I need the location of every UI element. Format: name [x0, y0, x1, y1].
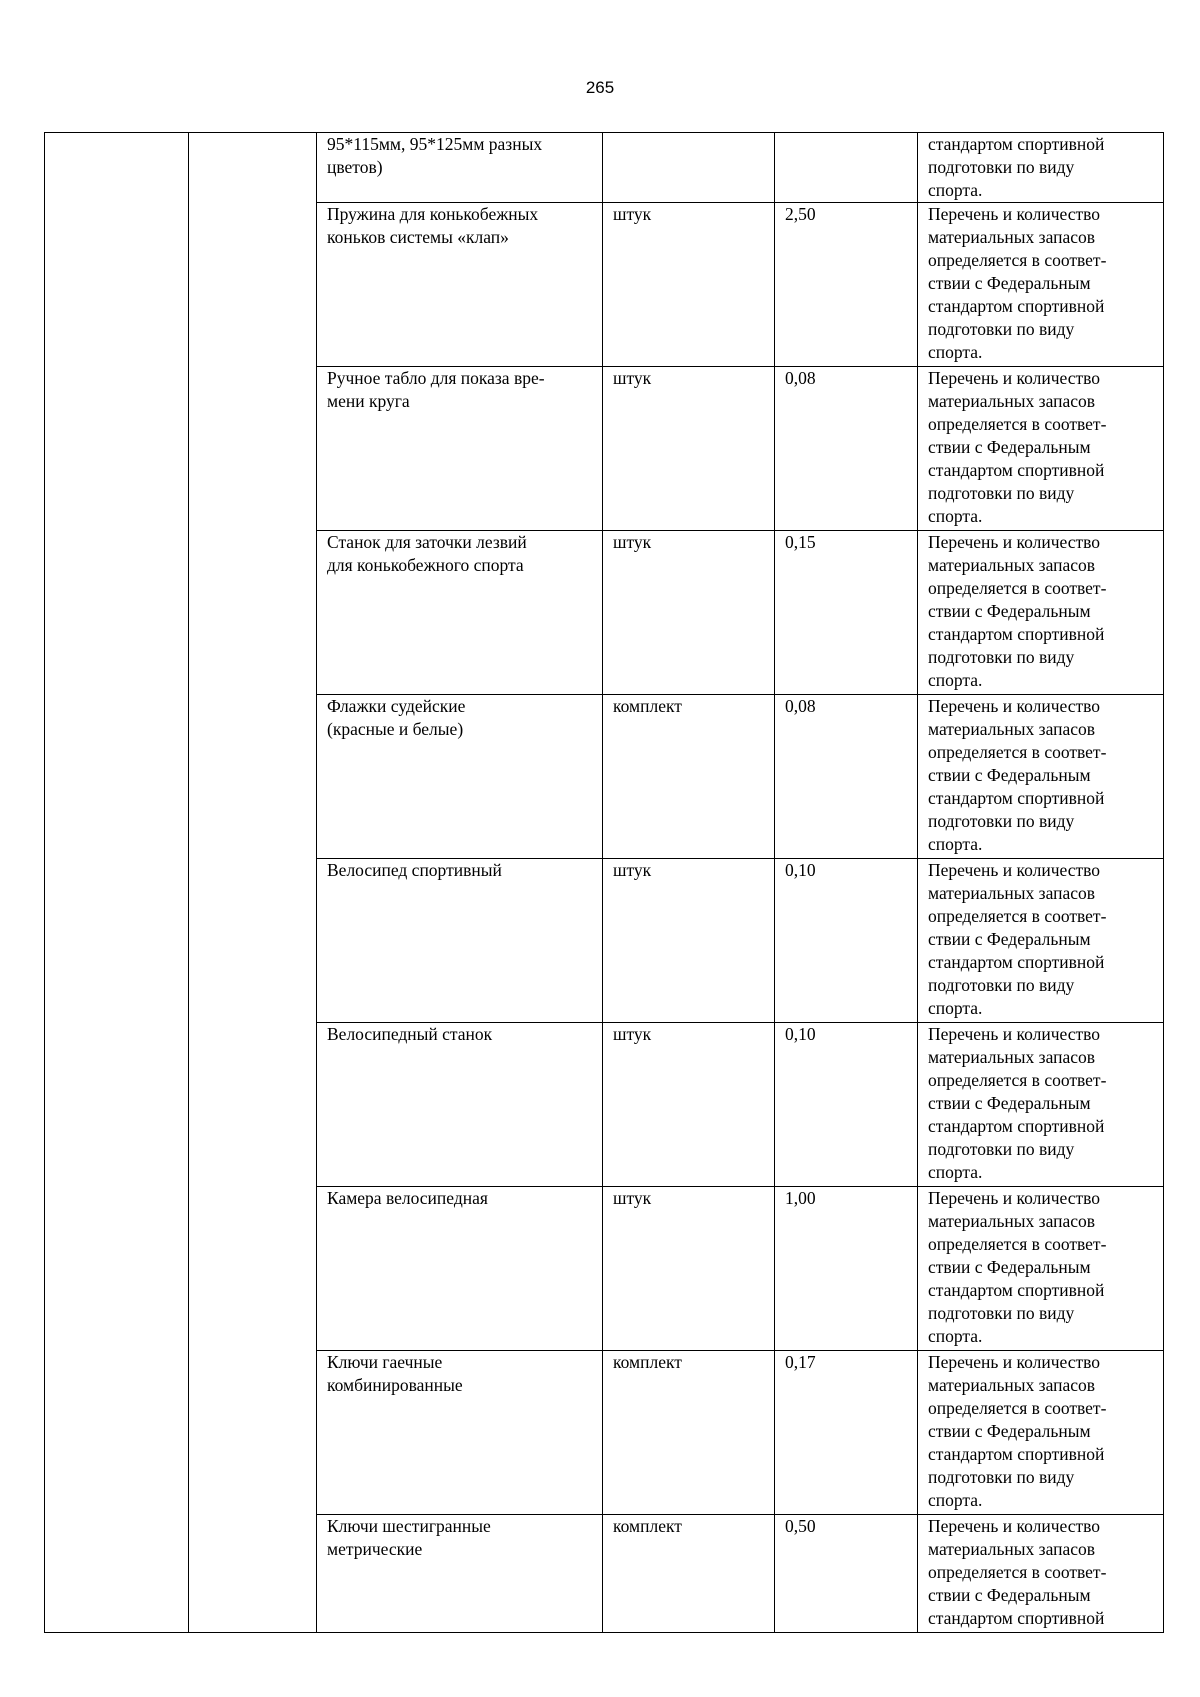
item-unit: комплект: [603, 695, 775, 859]
item-name: 95*115мм, 95*125мм разных цветов): [317, 133, 603, 203]
item-unit: штук: [603, 859, 775, 1023]
item-qty: 0,10: [775, 1023, 918, 1187]
item-note: Перечень и количество материальных запасов определяется в соответ- ствии с Федеральным стандартом спортивной подготовки по виду спорта.: [918, 695, 1164, 859]
item-qty: 0,17: [775, 1351, 918, 1515]
item-note: Перечень и количество материальных запасов определяется в соответ- ствии с Федеральным стандартом спортивной подготовки по виду спорта.: [918, 1187, 1164, 1351]
item-unit: штук: [603, 367, 775, 531]
item-note: стандартом спортивной подготовки по виду спорта.: [918, 133, 1164, 203]
merged-cell-1: [45, 133, 189, 1633]
merged-cell-2: [189, 133, 317, 1633]
item-qty: 0,10: [775, 859, 918, 1023]
item-qty: 1,00: [775, 1187, 918, 1351]
item-name: Ручное табло для показа вре- мени круга: [317, 367, 603, 531]
item-note: Перечень и количество материальных запасов определяется в соответ- ствии с Федеральным стандартом спортивной подготовки по виду спорта.: [918, 1023, 1164, 1187]
item-qty: 0,08: [775, 695, 918, 859]
item-name: Ключи гаечные комбинированные: [317, 1351, 603, 1515]
item-name: Камера велосипедная: [317, 1187, 603, 1351]
item-note: Перечень и количество материальных запасов определяется в соответ- ствии с Федеральным стандартом спортивной подготовки по виду спорта.: [918, 1351, 1164, 1515]
item-unit: штук: [603, 531, 775, 695]
item-note: Перечень и количество материальных запасов определяется в соответ- ствии с Федеральным стандартом спортивной: [918, 1515, 1164, 1633]
equipment-table: [44, 132, 1164, 1633]
page-number: 265: [585, 78, 615, 97]
item-unit: [603, 133, 775, 203]
item-name: Станок для заточки лезвий для конькобежного спорта: [317, 531, 603, 695]
item-unit: штук: [603, 1023, 775, 1187]
item-unit: комплект: [603, 1515, 775, 1633]
item-unit: комплект: [603, 1351, 775, 1515]
item-name: Велосипедный станок: [317, 1023, 603, 1187]
item-qty: 2,50: [775, 203, 918, 367]
item-name: Флажки судейские (красные и белые): [317, 695, 603, 859]
item-note: Перечень и количество материальных запасов определяется в соответ- ствии с Федеральным стандартом спортивной подготовки по виду спорта.: [918, 367, 1164, 531]
table-row: [45, 133, 1164, 203]
item-qty: [775, 133, 918, 203]
item-qty: 0,08: [775, 367, 918, 531]
item-name: Велосипед спортивный: [317, 859, 603, 1023]
item-name: Ключи шестигранные метрические: [317, 1515, 603, 1633]
item-note: Перечень и количество материальных запасов определяется в соответ- ствии с Федеральным стандартом спортивной подготовки по виду спорта.: [918, 859, 1164, 1023]
item-unit: штук: [603, 1187, 775, 1351]
item-note: Перечень и количество материальных запасов определяется в соответ- ствии с Федеральным стандартом спортивной подготовки по виду спорта.: [918, 531, 1164, 695]
item-qty: 0,15: [775, 531, 918, 695]
item-unit: штук: [603, 203, 775, 367]
item-note: Перечень и количество материальных запасов определяется в соответ- ствии с Федеральным стандартом спортивной подготовки по виду спорта.: [918, 203, 1164, 367]
item-name: Пружина для конькобежных коньков системы «клап»: [317, 203, 603, 367]
item-qty: 0,50: [775, 1515, 918, 1633]
